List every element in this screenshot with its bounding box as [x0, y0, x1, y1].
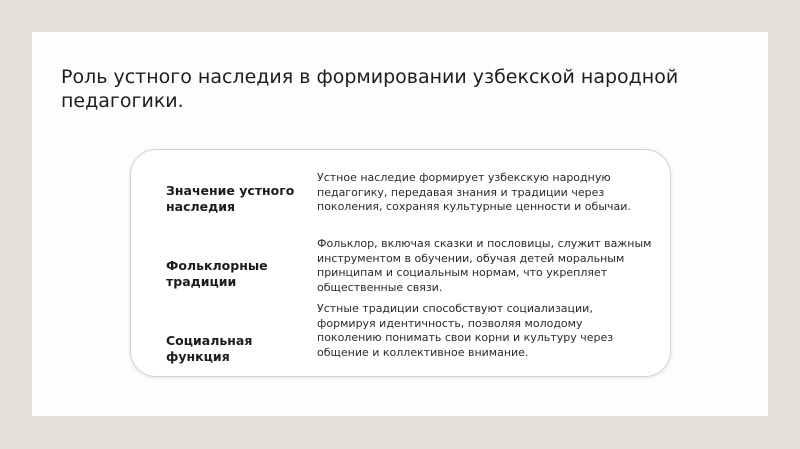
slide-title: Роль устного наследия в формировании узбекской народной педагогики. [61, 66, 679, 112]
row-label-social-function: Социальная функция [166, 333, 253, 364]
slide [32, 32, 768, 416]
row-text-social-function: Устные традиции способствуют социализации, формируя идентичность, позволяя молодому поколению понимать свои корни и культуру через общение и коллективное внимание. [317, 302, 614, 359]
row-text-folklore: Фольклор, включая сказки и пословицы, служит важным инструментом в обучении, обучая детей моральным принципам и социальным нормам, что укрепляет общественные связи. [317, 237, 652, 294]
row-label-oral-heritage: Значение устного наследия [166, 183, 295, 214]
row-label-folklore: Фольклорные традиции [166, 258, 268, 289]
row-text-oral-heritage: Устное наследие формирует узбекскую народную педагогику, передавая знания и традиции через поколения, сохраняя культурные ценности и обычаи. [317, 171, 631, 213]
content-card [130, 149, 671, 377]
